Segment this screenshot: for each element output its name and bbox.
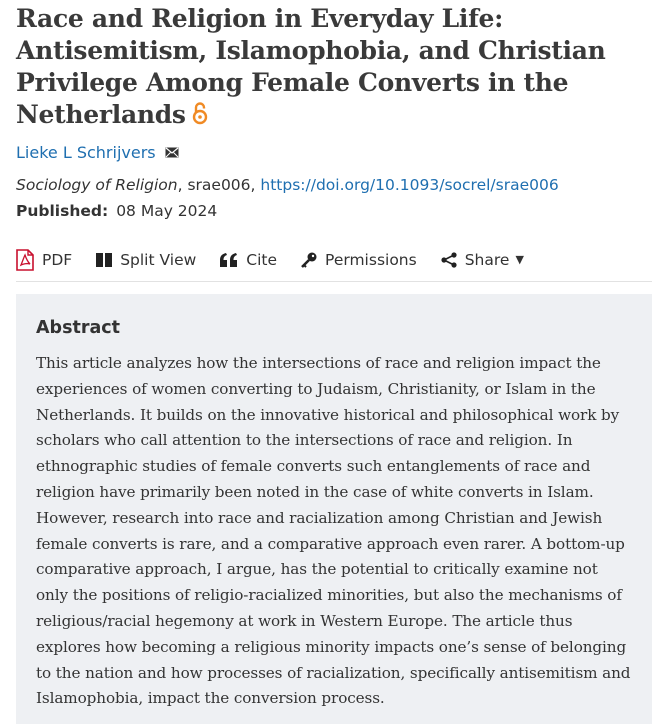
published-label: Published: xyxy=(16,202,109,220)
cite-label: Cite xyxy=(246,250,278,269)
chevron-down-icon: ▼ xyxy=(515,253,524,266)
open-access-lock-icon xyxy=(192,101,208,133)
abstract-heading: Abstract xyxy=(36,318,121,338)
split-view-label: Split View xyxy=(120,250,197,269)
permissions-label: Permissions xyxy=(325,250,417,269)
cite-button[interactable] xyxy=(220,251,277,269)
author-link[interactable]: Lieke L Schrijvers xyxy=(16,142,156,162)
split-view-icon xyxy=(96,253,112,267)
share-button[interactable] xyxy=(441,251,524,269)
key-icon xyxy=(301,252,317,268)
article-title-text: Race and Religion in Everyday Life: Antisemitism, Islamophobia, and Christian Privilege Among Female Converts in the Netherlands xyxy=(16,4,606,129)
pdf-icon xyxy=(16,249,34,271)
citation-line xyxy=(16,176,658,198)
permissions-button[interactable] xyxy=(301,251,417,269)
article-id: , srae006, xyxy=(177,176,261,194)
pdf-label: PDF xyxy=(42,250,73,269)
doi-link[interactable]: https://doi.org/10.1093/socrel/srae006 xyxy=(260,176,559,194)
abstract-section xyxy=(16,294,652,724)
abstract-text: This article analyzes how the intersections of race and religion impact the experiences of women converting to Judaism, Christianity, or Islam in the Netherlands. It builds on the innovative historical and philosophical work by scholars who call attention to the intersections of race and religion. In ethnographic studies of female converts such entanglements of race and religion have primarily been noted in the case of white converts in Islam. However, research into race and racialization among Christian and Jewish female converts is rare, and a comparative approach even rarer. A bottom-up comparative approach, I argue, has the potential to critically examine not only the positions of religio-racialized minorities, but also the mechanisms of religious/racial hegemony at work in Western Europe. The article thus explores how becoming a religious minority impacts one’s sense of belonging to the nation and how processes of racialization, specifically antisemitism and Islamophobia, impact the conversion process. xyxy=(36,354,631,708)
article-toolbar xyxy=(16,238,652,282)
split-view-button[interactable] xyxy=(96,251,196,269)
quote-icon xyxy=(220,253,238,267)
published-line xyxy=(16,202,658,224)
share-label: Share xyxy=(464,250,510,269)
author-row xyxy=(16,142,658,162)
published-date: 08 May 2024 xyxy=(116,202,218,220)
journal-name[interactable]: Sociology of Religion xyxy=(16,176,178,194)
article-title xyxy=(16,0,646,133)
pdf-button[interactable] xyxy=(16,249,72,271)
share-icon xyxy=(441,252,457,268)
envelope-icon[interactable] xyxy=(165,147,179,158)
